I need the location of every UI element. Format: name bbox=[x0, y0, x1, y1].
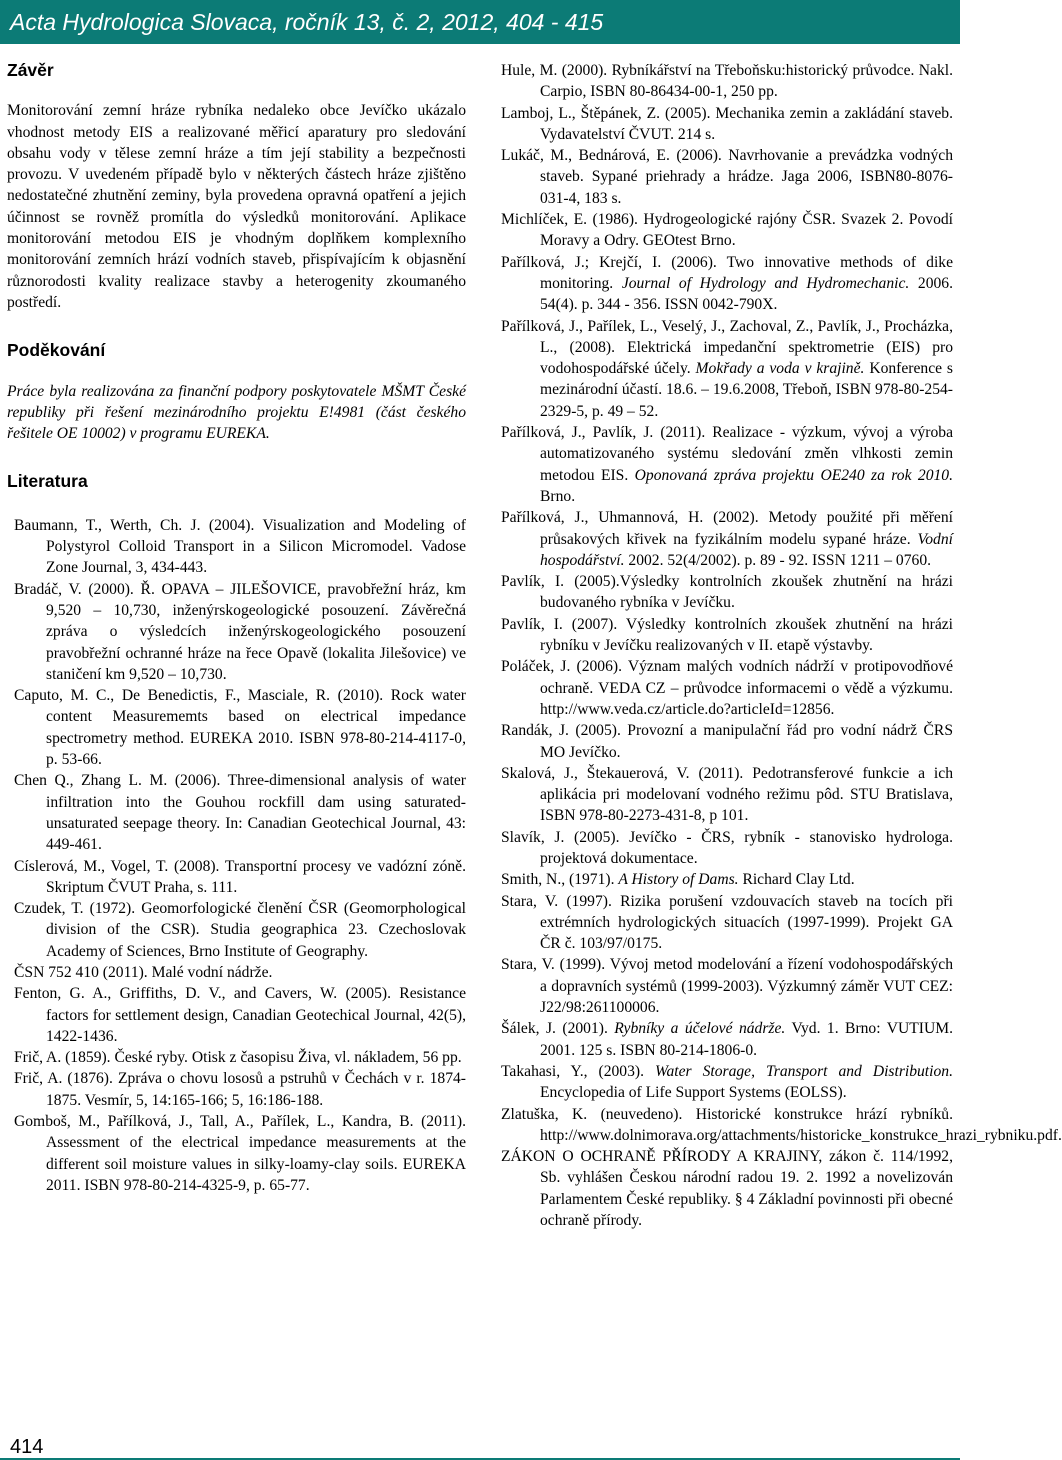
references-list-left bbox=[14, 515, 466, 1197]
reference-text: Takahasi, Y., (2003). bbox=[501, 1062, 644, 1080]
reference-item bbox=[501, 869, 953, 890]
reference-text: Pařílková, J.; Krejčí, I. (2006). Two innovative methods of dike monitoring. bbox=[501, 253, 953, 292]
reference-item: Frič, A. (1876). Zpráva o chovu lososů a pstruhů v Čechách v r. 1874-1875. Vesmír, 5, 14:165-166; 5, 16:186-188. bbox=[14, 1070, 466, 1109]
reference-title: Rybníky a účelové nádrže. bbox=[614, 1020, 786, 1038]
reference-text: Pařílková, J., Pavlík, J. (2011). Realizace - výzkum, vývoj a výroba automatizovaného systému sledování změn vlhkosti zemin metodou EIS. bbox=[501, 424, 953, 484]
references-heading: Literatura bbox=[7, 471, 88, 492]
reference-text: Konference s mezinárodní účastí. 18.6. – 19.6.2008, Třeboň, ISBN 978-80-254-2329-5, p. 49 – 52. bbox=[540, 360, 953, 420]
right-column bbox=[501, 60, 1062, 1231]
journal-title: Acta Hydrologica Slovaca, ročník 13, č. 2, 2012, 404 - 415 bbox=[10, 8, 604, 35]
reference-journal: Vodní hospodářství. bbox=[540, 530, 953, 569]
reference-item: ZÁKON O OCHRANĚ PŘÍRODY A KRAJINY, zákon č. 114/1992, Sb. vyhlášen Českou národní radou 19. 2. 1992 a novelizován Parlamentem České republiky. § 4 Základní povinnosti při obecné ochraně přírody. bbox=[501, 1148, 953, 1230]
reference-journal: Journal of Hydrology and Hydromechanic. bbox=[621, 274, 910, 292]
page-number: 414 bbox=[10, 1436, 44, 1458]
reference-item: Lukáč, M., Bednárová, E. (2006). Navrhovanie a prevádzka vodných staveb. Sypané priehrady a hrádze. Jaga 2006, ISBN80-8076-031-4, 183 s. bbox=[501, 147, 953, 207]
reference-item: Bradáč, V. (2000). Ř. OPAVA – JILEŠOVICE, pravobřežní hráz, km 9,520 – 10,730, inženýrskogeologické posouzení. Závěrečná zpráva o výsledcích inženýrskogeologického posouzení pravobřežní ochranné hráze na řece Opavě (lokalita Jilešovice) ve staničení km 9,520 – 10,730. bbox=[14, 580, 466, 683]
acknowledgement-heading: Poděkování bbox=[7, 340, 106, 361]
reference-item: Randák, J. (2005). Provozní a manipulační řád pro vodní nádrž ČRS MO Jevíčko. bbox=[501, 722, 953, 761]
reference-item bbox=[501, 252, 953, 316]
reference-item: Hule, M. (2000). Rybníkářství na Třeboňsku:historický průvodce. Nakl. Carpio, ISBN 80-86434-00-1, 250 pp. bbox=[501, 62, 953, 101]
reference-item bbox=[501, 422, 953, 507]
reference-item: Fenton, G. A., Griffiths, D. V., and Cavers, W. (2005). Resistance factors for settlement design, Canadian Geotechical Journal, 42(5), 1422-1436. bbox=[14, 985, 466, 1045]
reference-text: 2006. 54(4). p. 344 - 356. ISSN 0042-790X. bbox=[540, 274, 953, 314]
reference-item bbox=[501, 316, 953, 422]
reference-text: 2002. 52(4/2002). p. 89 - 92. ISSN 1211 – 0760. bbox=[628, 551, 932, 569]
reference-item: Zlatuška, K. (neuvedeno). Historické konstrukce hrází rybníků. http://www.dolnimorava.org/attachments/historicke_konstrukce_hrazi_rybniku.pdf. bbox=[501, 1105, 1062, 1144]
conclusion-paragraph: Monitorování zemní hráze rybníka nedaleko obce Jevíčko ukázalo vhodnost metody EIS a realizované měřicí aparatury pro sledování obsahu vody v tělese zemní hráze a tím její stability a bezpečnosti provozu. V uvedeném případě bylo v některých částech hráze zjištěno nedostatečné zhutnění zeminy, byla provedena opravná opatření a jejich účinnost se rovněž promítla do výsledků monitorování. Aplikace monitorování metodou EIS je vhodným doplňkem komplexního monitorování zemních hrází vodních staveb, přispívajícím k objasnění různorodosti kvality realizace stavby a heterogenity zkoumaného postředí. bbox=[7, 102, 466, 311]
reference-journal: Oponovaná zpráva projektu OE240 za rok 2010. bbox=[634, 466, 953, 484]
reference-item: Císlerová, M., Vogel, T. (2008). Transportní procesy ve vadózní zóně. Skriptum ČVUT Praha, s. 111. bbox=[14, 857, 466, 896]
acknowledgement-text: Práce byla realizována za finanční podpory poskytovatele MŠMT České republiky při řešení mezinárodního projektu E!4981 (část českého řešitele OE 10002) v programu EUREKA. bbox=[7, 382, 466, 443]
reference-text: Šálek, J. (2001). bbox=[501, 1020, 608, 1038]
reference-item: Slavík, J. (2005). Jevíčko - ČRS, rybník - stanovisko hydrologa. projektová dokumentace. bbox=[501, 828, 953, 867]
reference-title: Water Storage, Transport and Distribution. bbox=[654, 1062, 953, 1080]
reference-title: A History of Dams. bbox=[618, 871, 739, 889]
reference-item: Stara, V. (1999). Vývoj metod modelování a řízení vodohospodářských a dopravních systémů (1999-2003). Výzkumný záměr VUT CEZ: J22/98:261100006. bbox=[501, 956, 953, 1017]
reference-item: ČSN 752 410 (2011). Malé vodní nádrže. bbox=[14, 963, 273, 981]
reference-text: Brno. bbox=[540, 487, 576, 505]
reference-text: Pařílková, J., Uhmannová, H. (2002). Metody použité při měření průsakových křivek na fyzikálním modelu sypané hráze. bbox=[501, 509, 953, 548]
reference-item bbox=[501, 1018, 953, 1061]
reference-journal: Mokřady a voda v krajině. bbox=[695, 360, 865, 378]
conclusion-heading: Závěr bbox=[7, 60, 54, 80]
reference-item: Stara, V. (1997). Rizika porušení vzdouvacích staveb na tocích při extrémních hydrologických situacích (1997-1999). Projekt GA ČR č. 103/97/0175. bbox=[501, 892, 953, 953]
reference-item: Baumann, T., Werth, Ch. J. (2004). Visualization and Modeling of Polystyrol Colloid Transport in a Silicon Micromodel. Vadose Zone Journal, 3, 434-443. bbox=[14, 516, 466, 577]
reference-item bbox=[501, 1061, 953, 1104]
reference-text: Pařílková, J., Pařílek, L., Veselý, J., Zachoval, Z., Pavlík, J., Procházka, L., (2008). Elektrická impedanční spektrometrie (EIS) pro vodohospodářské účely. bbox=[501, 317, 953, 378]
reference-item: Caputo, M. C., De Benedictis, F., Masciale, R. (2010). Rock water content Measurememts based on electrical impedance spectrometry method. EUREKA 2010. ISBN 978-80-214-4117-0, p. 53-66. bbox=[14, 687, 466, 769]
reference-item: Czudek, T. (1972). Geomorfologické členění ČSR (Geomorphological division of the CSR). Studia geographica 23. Czechoslovak Academy of Sciences, Brno Institute of Geography. bbox=[14, 900, 466, 960]
left-column bbox=[7, 60, 466, 1196]
reference-item: Poláček, J. (2006). Význam malých vodních nádrží v protipovodňové ochraně. VEDA CZ – průvodce informacemi o vědě a výzkumu. http://www.veda.cz/article.do?articleId=12856. bbox=[501, 658, 953, 718]
reference-item: Lamboj, L., Štěpánek, Z. (2005). Mechanika zemin a zakládání staveb. Vydavatelství ČVUT. 214 s. bbox=[501, 104, 953, 143]
reference-item: Pavlík, I. (2007). Výsledky kontrolních zkoušek zhutnění na hrázi rybníku v Jevíčku realizovaných v II. etapě výstavby. bbox=[501, 615, 953, 655]
reference-text: Vyd. 1. Brno: VUTIUM. 2001. 125 s. ISBN 80-214-1806-0. bbox=[540, 1020, 953, 1059]
journal-header-bar bbox=[0, 0, 960, 44]
reference-item: Gomboš, M., Pařílková, J., Tall, A., Pařílek, L., Kandra, B. (2011). Assessment of the electrical impedance measurements at the different soil moisture values in silky-loamy-clay soils. EUREKA 2011. ISBN 978-80-214-4325-9, p. 65-77. bbox=[14, 1113, 466, 1194]
reference-item: Pavlík, I. (2005).Výsledky kontrolních zkoušek zhutnění na hrázi budovaného rybníka v Jevíčku. bbox=[501, 573, 953, 612]
reference-text: Richard Clay Ltd. bbox=[742, 871, 855, 889]
reference-item: Chen Q., Zhang L. M. (2006). Three-dimensional analysis of water infiltration into the Gouhou rockfill dam using saturated-unsaturated seepage theory. In: Canadian Geotechical Journal, 43: 449-461. bbox=[14, 772, 466, 854]
reference-item bbox=[501, 507, 953, 571]
reference-item: Michlíček, E. (1986). Hydrogeologické rajóny ČSR. Svazek 2. Povodí Moravy a Odry. GEOtest Brno. bbox=[501, 211, 953, 250]
reference-text: Encyclopedia of Life Support Systems (EOLSS). bbox=[540, 1084, 847, 1102]
reference-item: Skalová, J., Štekauerová, V. (2011). Pedotransferové funkcie a ich aplikácia pri modelovaní vodného režimu pôd. STU Bratislava, ISBN 978-80-2273-431-8, p 101. bbox=[501, 764, 953, 825]
reference-text: Smith, N., (1971). bbox=[501, 871, 615, 889]
reference-item: Frič, A. (1859). České ryby. Otisk z časopisu Živa, vl. nákladem, 56 pp. bbox=[14, 1049, 462, 1067]
